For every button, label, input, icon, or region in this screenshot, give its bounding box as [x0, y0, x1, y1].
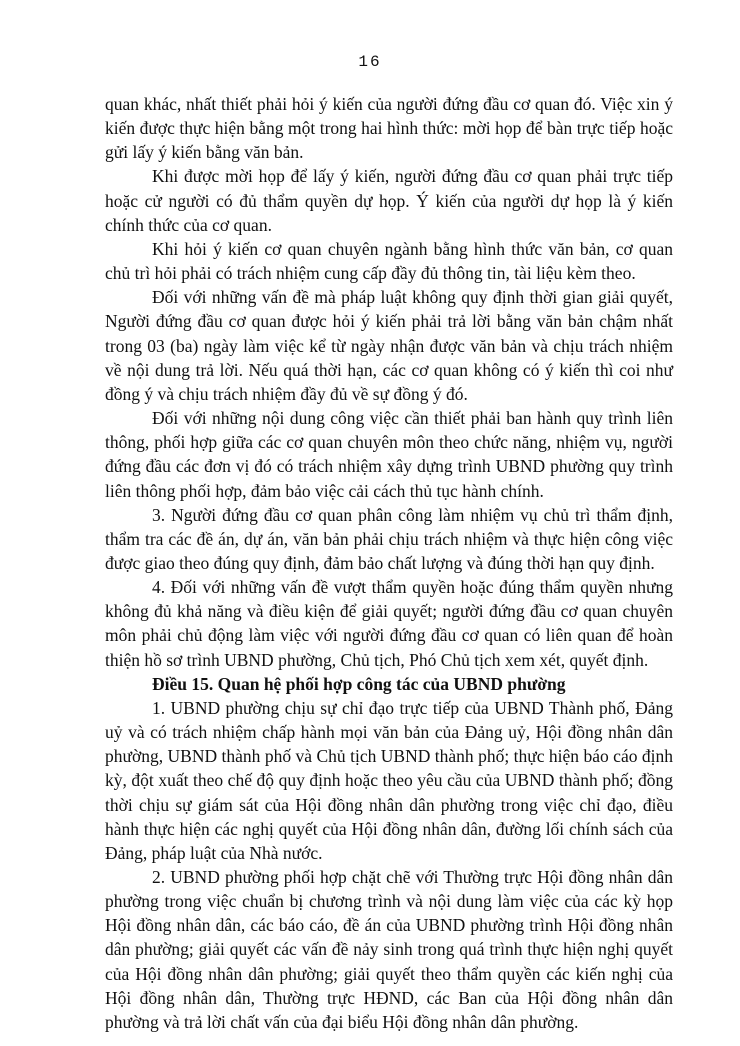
paragraph: 4. Đối với những vấn đề vượt thẩm quyền hoặc đúng thẩm quyền nhưng không đủ khả năng và điều kiện để giải quyết; người đứng đầu cơ quan chuyên môn phải chủ động làm việc với người đứng đầu cơ quan có liên quan để hoàn thiện hồ sơ trình UBND phường, Chủ tịch, Phó Chủ tịch xem xét, quyết định. [105, 577, 673, 670]
paragraph: Khi hỏi ý kiến cơ quan chuyên ngành bằng hình thức văn bản, cơ quan chủ trì hỏi phải có trách nhiệm cung cấp đầy đủ thông tin, tài liệu kèm theo. [105, 238, 673, 284]
paragraph: Khi được mời họp để lấy ý kiến, người đứng đầu cơ quan phải trực tiếp hoặc cử người có đủ thẩm quyền dự họp. Ý kiến của người dự họp là ý kiến chính thức của cơ quan. [105, 166, 673, 235]
paragraph: 3. Người đứng đầu cơ quan phân công làm nhiệm vụ chủ trì thẩm định, thẩm tra các đề án, dự án, văn bản phải chịu trách nhiệm và thực hiện công việc được giao theo đúng quy định, đảm bảo chất lượng và đúng thời hạn quy định. [105, 504, 673, 573]
article-heading: Điều 15. Quan hệ phối hợp công tác của UBND phường [152, 673, 566, 694]
document-body [105, 92, 673, 1034]
paragraph: quan khác, nhất thiết phải hỏi ý kiến của người đứng đầu cơ quan đó. Việc xin ý kiến được thực hiện bằng một trong hai hình thức: mời họp để bàn trực tiếp hoặc gửi lấy ý kiến bằng văn bản. [105, 94, 673, 163]
paragraph: 2. UBND phường phối hợp chặt chẽ với Thường trực Hội đồng nhân dân phường trong việc chuẩn bị chương trình và nội dung làm việc của các kỳ họp Hội đồng nhân dân, các báo cáo, đề án của UBND phường trình Hội đồng nhân dân phường; giải quyết các vấn đề nảy sinh trong quá trình thực hiện nghị quyết của Hội đồng nhân dân phường; giải quyết theo thẩm quyền các kiến nghị của Hội đồng nhân dân, Thường trực HĐND, các Ban của Hội đồng nhân dân phường và trả lời chất vấn của đại biểu Hội đồng nhân dân phường. [105, 867, 673, 1032]
paragraph: 1. UBND phường chịu sự chỉ đạo trực tiếp của UBND Thành phố, Đảng uỷ và có trách nhiệm chấp hành mọi văn bản của Đảng uỷ, Hội đồng nhân dân phường, UBND thành phố và Chủ tịch UBND thành phố; thực hiện báo cáo định kỳ, đột xuất theo chế độ quy định hoặc theo yêu cầu của UBND thành phố; đồng thời chịu sự giám sát của Hội đồng nhân dân phường trong việc chỉ đạo, điều hành thực hiện các nghị quyết của Hội đồng nhân dân, đường lối chính sách của Đảng, pháp luật của Nhà nước. [105, 697, 673, 863]
page-number: 16 [358, 53, 382, 71]
paragraph: Đối với những vấn đề mà pháp luật không quy định thời gian giải quyết, Người đứng đầu cơ quan được hỏi ý kiến phải trả lời bằng văn bản chậm nhất trong 03 (ba) ngày làm việc kể từ ngày nhận được văn bản và chịu trách nhiệm về nội dung trả lời. Nếu quá thời hạn, các cơ quan không có ý kiến thì coi như đồng ý và chịu trách nhiệm đầy đủ về sự đồng ý đó. [105, 287, 673, 404]
paragraph: Đối với những nội dung công việc cần thiết phải ban hành quy trình liên thông, phối hợp giữa các cơ quan chuyên môn theo chức năng, nhiệm vụ, người đứng đầu các đơn vị đó có trách nhiệm xây dựng trình UBND phường quy trình liên thông phối hợp, đảm bảo việc cải cách thủ tục hành chính. [105, 408, 673, 501]
